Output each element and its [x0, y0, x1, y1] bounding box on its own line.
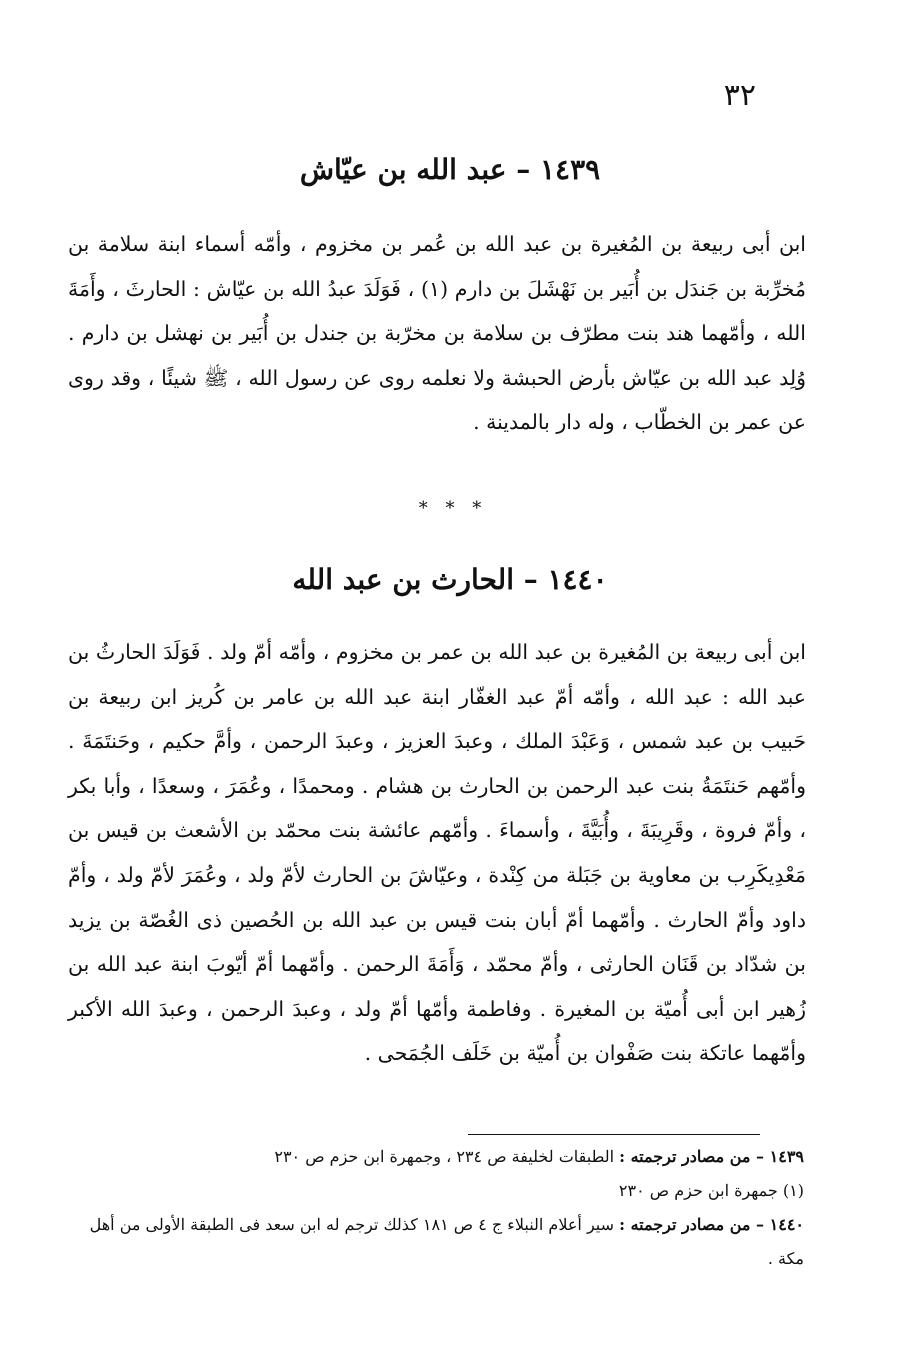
entry-body-1439	[68, 222, 806, 445]
section-separator: * * *	[418, 498, 488, 519]
footnote-1440-sources	[62, 1208, 804, 1276]
entry-paragraph: ابن أبى ربيعة بن المُغيرة بن عبد الله بن عمر بن مخزوم ، وأمّه أمّ ولد . فَوَلَدَ الحارثُ بن عبد الله : عبد الله ، وأمّه أمّ عبد الغفّار ابنة عبد الله بن عامر بن كُريز ابن ربيعة بن حَبيب بن عبد شمس ، وَعَبْدَ الملك ، وعبدَ العزيز ، وعبدَ الرحمن ، وأمَّ حكيم ، وحَنتَمَةَ . وأمّهم حَنتَمَةُ بنت عبد الرحمن بن الحارث بن هشام . ومحمدًا ، وعُمَرَ ، وسعدًا ، وأبا بكر ، وأمّ فروة ، وقَرِيبَةَ ، وأُبَيَّةَ ، وأسماءَ . وأمّهم عائشة بنت محمّد بن الأشعث بن قيس بن مَعْدِيكَرِب بن معاوية بن جَبَلة من كِنْدة ، وعيّاشَ بن الحارث لأمّ ولد ، وعُمَرَ لأمّ ولد ، وأمّ داود وأمّ الحارث . وأمّهما أمّ أبان بنت قيس بن عبد الله بن الحُصين ذى الغُصّة بن يزيد بن شدّاد بن قَنَان الحارثى ، وأمّ محمّد ، وَأَمَةَ الرحمن . وأمّهما أمّ أيّوبَ ابنة عبد الله بن زُهير ابن أبى أُميّة بن المغيرة . وفاطمة وأمّها أمّ ولد ، وعبدَ الرحمن ، وعبدَ الله الأكبر وأمّهما عاتكة بنت صَفْوان بن أُميّة بن خَلَف الجُمَحى .	[68, 640, 806, 1066]
entry-title-1439: ١٤٣٩ – عبد الله بن عيّاش	[299, 153, 601, 186]
page-number: ٣٢	[723, 78, 756, 113]
footnote-divider	[468, 1134, 760, 1135]
footnotes	[62, 1140, 804, 1276]
footnote-heading: ١٤٤٠ – من مصادر ترجمته :	[619, 1215, 804, 1234]
footnote-text: (١) جمهرة ابن حزم ص ٢٣٠	[618, 1181, 804, 1200]
footnote-text: الطبقات لخليفة ص ٢٣٤ ، وجمهرة ابن حزم ص ٢٣٠	[274, 1147, 620, 1166]
footnote-1439-sources	[62, 1140, 804, 1174]
entry-title-1440: ١٤٤٠ – الحارث بن عبد الله	[292, 563, 608, 596]
footnote-1	[62, 1174, 804, 1208]
entry-body-1440	[68, 630, 806, 1076]
footnote-text: سير أعلام النبلاء ج ٤ ص ١٨١ كذلك ترجم له ابن سعد فى الطبقة الأولى من أهل مكة .	[89, 1215, 804, 1268]
entry-paragraph: ابن أبى ربيعة بن المُغيرة بن عبد الله بن عُمر بن مخزوم ، وأمّه أسماء ابنة سلامة بن مُخرِّبة بن جَندَل بن أُبَير بن نَهْشَلَ بن دارم (١) ، فَوَلَدَ عبدُ الله بن عيّاش : الحارثَ ، وأَمَةَ الله ، وأمّهما هند بنت مطرّف بن سلامة بن مخرّبة بن جندل بن أُبَير بن نهشل بن دارم . وُلِد عبد الله بن عيّاش بأرض الحبشة ولا نعلمه روى عن رسول الله ، ﷺ شيئًا ، وقد روى عن عمر بن الخطّاب ، وله دار بالمدينة .	[68, 232, 807, 435]
footnote-heading: ١٤٣٩ – من مصادر ترجمته :	[619, 1147, 804, 1166]
